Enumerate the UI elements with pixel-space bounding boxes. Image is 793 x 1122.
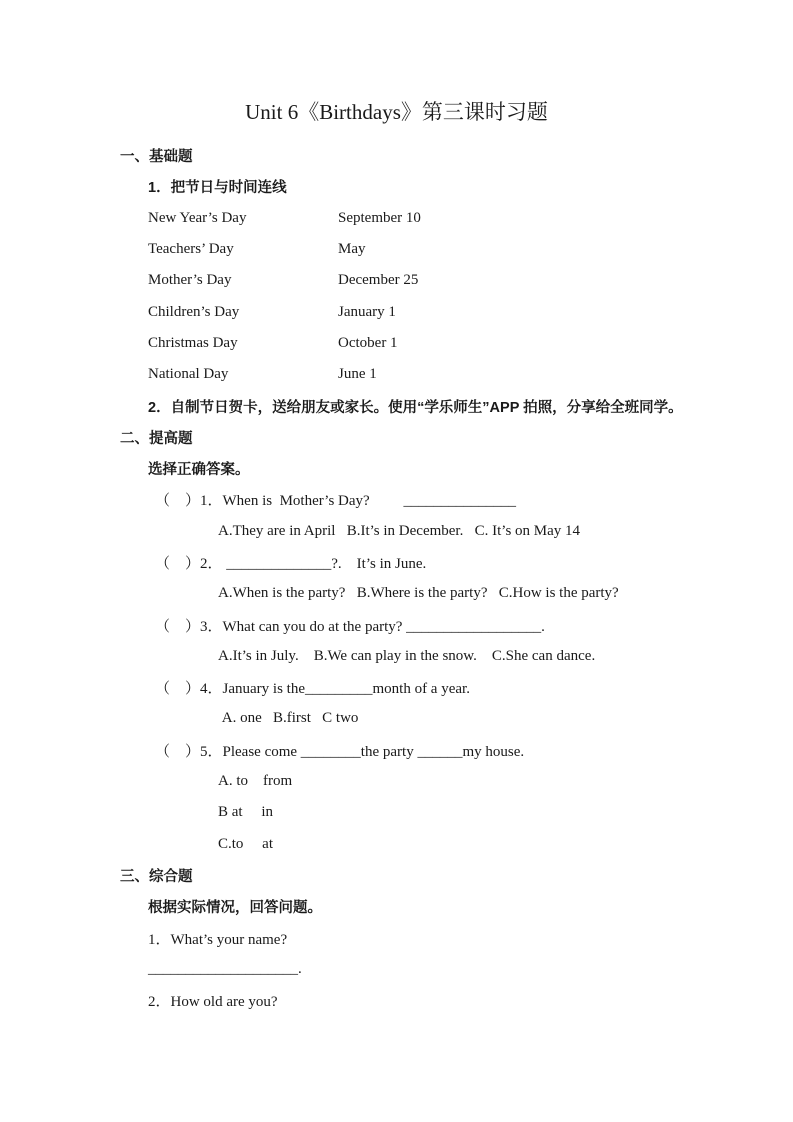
holiday-name: National Day [148,366,229,383]
question-stem: （ ）4．January is the_________month of a year. [155,681,470,698]
task2-text: 2．自制节日贺卡，送给朋友或家长。使用“学乐师生”APP 拍照，分享给全班同学。 [148,399,683,416]
section-advanced-heading: 二、提高题 [120,430,193,447]
free-question-2: 2．How old are you? [148,994,278,1011]
holiday-date: October 1 [338,334,398,351]
question-option-c: C.to at [218,835,273,852]
matching-row [148,203,793,234]
holiday-date: January 1 [338,303,396,320]
matching-row [148,234,793,265]
holiday-name: New Year’s Day [148,209,247,226]
holiday-date: June 1 [338,366,377,383]
holiday-name: Christmas Day [148,334,238,351]
question-option-a: A. to from [218,773,293,790]
page-title: Unit 6《Birthdays》第三课时习题 [245,100,548,124]
matching-row [148,265,793,296]
answer-instruction: 根据实际情况，回答问题。 [148,900,322,917]
question-stem: （ ）3．What can you do at the party? __________________. [155,618,545,635]
holiday-name: Teachers’ Day [148,241,234,258]
question-stem: （ ）1．When is Mother’s Day? _______________ [155,493,516,510]
holiday-date: September 10 [338,209,421,226]
question-options: A. one B.first C two [218,710,359,727]
question-option-b: B at in [218,804,273,821]
holiday-name: Mother’s Day [148,272,232,289]
question-stem: （ ）2． ______________?. It’s in June. [155,556,427,572]
question-stem: （ ）5．Please come ________the party ______my house. [155,743,525,760]
matching-row [148,359,793,390]
matching-row [148,296,793,327]
matching-row [148,328,793,359]
section-basic-heading: 一、基础题 [120,149,193,166]
section-comprehensive-heading: 三、综合题 [120,868,193,885]
holiday-date: May [338,241,366,258]
holiday-date: December 25 [338,272,419,289]
holiday-name: Children’s Day [148,303,240,320]
answer-blank: ____________________. [148,960,302,977]
task1-label: 1．把节日与时间连线 [148,180,287,197]
free-question-1: 1．What’s your name? [148,931,288,948]
question-options: A.When is the party? B.Where is the party? C.How is the party? [218,585,619,602]
question-options: A.They are in April B.It’s in December. C. It’s on May 14 [218,522,581,539]
choose-instruction: 选择正确答案。 [148,462,250,479]
question-options: A.It’s in July. B.We can play in the snow. C.She can dance. [218,647,596,664]
